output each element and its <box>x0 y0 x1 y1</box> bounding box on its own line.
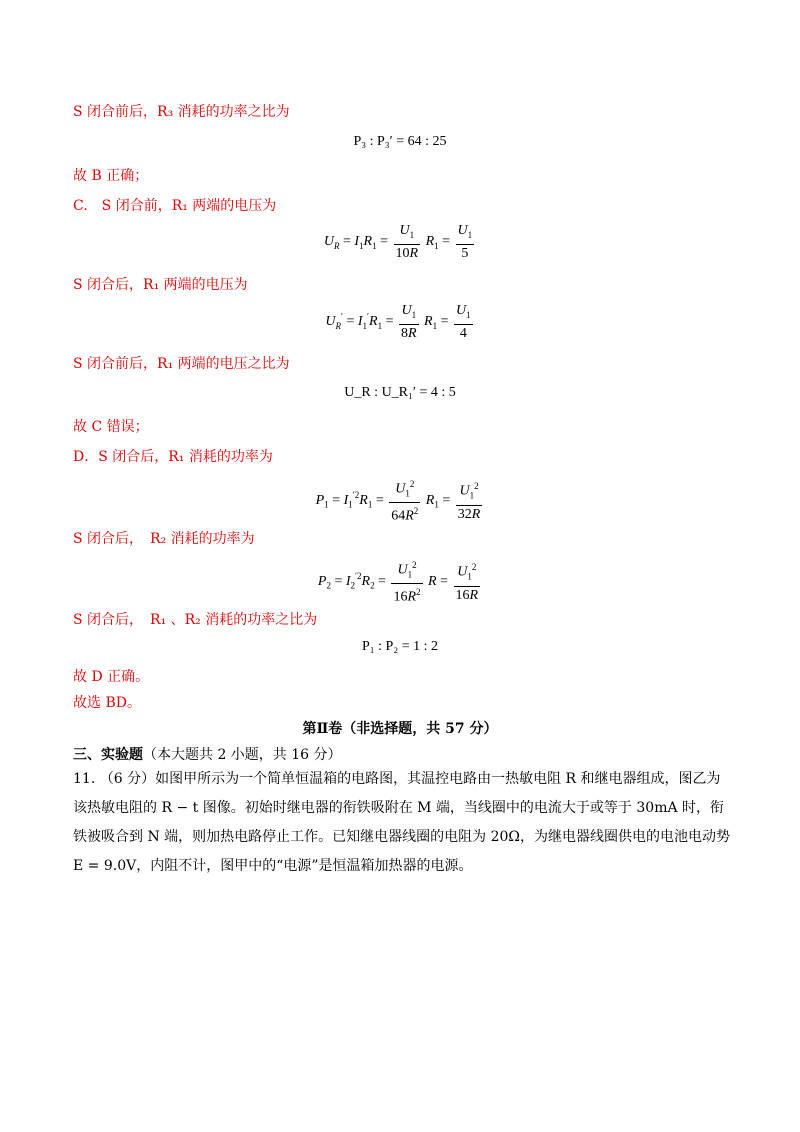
solution-line: S 闭合后， R₂ 消耗的功率为 <box>73 531 255 547</box>
equation-voltage-ratio: U_R : U_R₁′ = 4 : 5 <box>344 385 456 400</box>
equation-power-r2: $P_2 = I_2^{'2}R_2$ = $\frac{U_1^2}{16R^2}$ R = $\frac{U_1^2}{16R}$ <box>0 557 800 606</box>
solution-line: D．S 闭合后，R₁ 消耗的功率为 <box>73 449 273 465</box>
subsection-note: （本大题共 2 小题，共 16 分） <box>143 747 342 763</box>
equation-power-ratio-r3: P₃ : P₃′ = 64 : 25 <box>353 134 447 149</box>
solution-line: 故 D 正确。 <box>73 669 150 685</box>
solution-line: C. S 闭合前，R₁ 两端的电压为 <box>73 198 277 214</box>
equation-voltage-before: $U_R = I_1R_1$ = $\frac{U_1}{10R}$ $R_1$ = $\frac{U_1}{5}$ <box>323 223 473 261</box>
solution-line: S 闭合后， R₁ 、R₂ 消耗的功率之比为 <box>73 612 318 628</box>
equation-voltage-after: $U_R' = I_1'R_1$ = $\frac{U_1}{8R}$ $R_1$ = $\frac{U_1}{4}$ <box>325 303 471 341</box>
solution-line: S 闭合前后，R₁ 两端的电压之比为 <box>73 356 290 372</box>
question-number: 11. <box>73 771 96 787</box>
subsection-heading <box>73 744 342 764</box>
solution-line: S 闭合前后，R₃ 消耗的功率之比为 <box>73 104 290 120</box>
solution-line: 故 C 错误； <box>73 419 149 435</box>
solution-line: 故选 BD。 <box>73 695 141 711</box>
question-points: （6 分） <box>99 771 156 787</box>
question-text: 如图甲所示为一个简单恒温箱的电路图，其温控电路由一热敏电阻 R 和继电器组成，图乙为该热敏电阻的 R − t 图像。初始时继电器的衔铁吸附在 M 端，当线圈中的电流大于或等于 30mA 时，衔铁被吸合到 N 端，则加热电路停止工作。已知继电器线圈的电阻为 20Ω，为继电器线圈供电的电池电动势 E = 9.0V，内阻不计，图甲中的“电源”是恒温箱加热器的电源。 <box>73 771 731 874</box>
equation-power-r1: $P_1 = I_1^{'2}R_1$ = $\frac{U_1^2}{64R^2}$ $R_1$ = $\frac{U_1^2}{32R}$ <box>0 476 800 525</box>
solution-line: S 闭合后，R₁ 两端的电压为 <box>73 277 248 293</box>
question-11 <box>73 765 733 881</box>
solution-line: 故 B 正确； <box>73 168 149 184</box>
subsection-title: 三、实验题 <box>73 747 143 763</box>
equation-power-ratio-r1-r2: P₁ : P₂ = 1 : 2 <box>361 639 438 654</box>
section-title: 第Ⅱ卷（非选择题，共 57 分） <box>302 721 498 737</box>
